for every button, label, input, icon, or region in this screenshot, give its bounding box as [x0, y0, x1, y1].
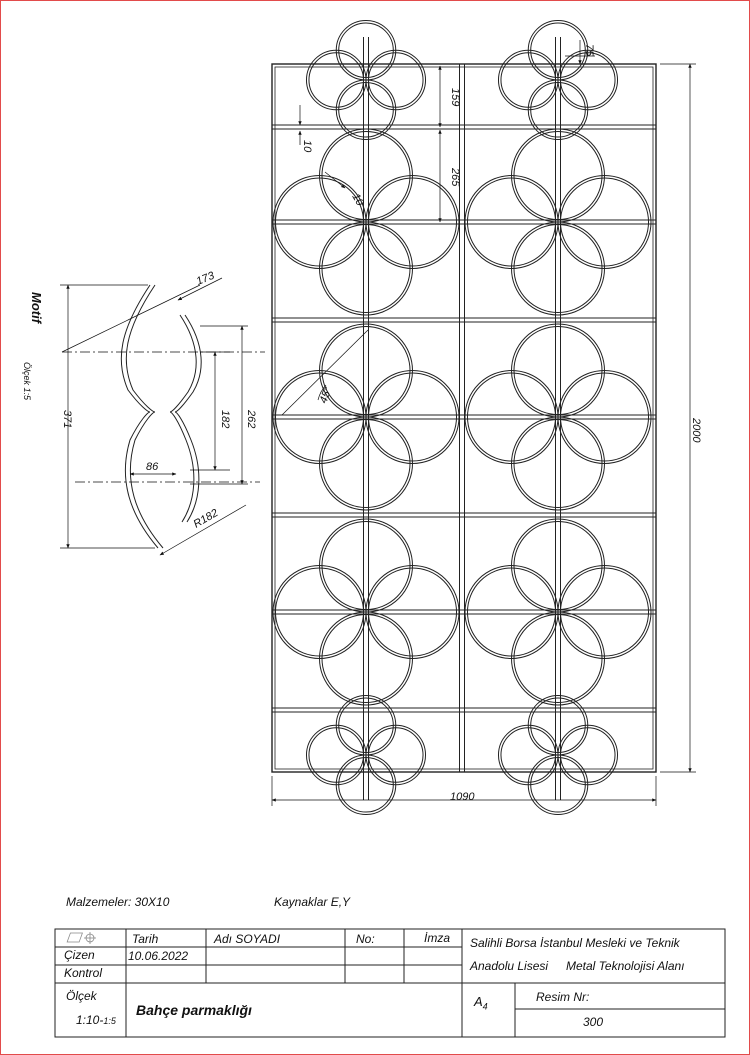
motif-arc — [320, 417, 413, 510]
motif-arc — [465, 371, 558, 464]
motif-arc — [467, 178, 555, 266]
motif-arc — [368, 178, 456, 266]
grille-frame — [272, 20, 656, 814]
paper-size-number: 4 — [482, 1001, 488, 1012]
grille-dimension-labels — [301, 44, 702, 803]
motif-arc — [366, 50, 426, 110]
motif-arc — [336, 20, 396, 80]
motif-arc — [366, 371, 459, 464]
motif-title: Motif — [29, 292, 44, 324]
motif-dimensions — [60, 278, 265, 555]
motif-arc — [336, 755, 396, 815]
materials-note: Malzemeler: 30X10 — [66, 895, 170, 909]
resim-label: Resim Nr: — [536, 990, 590, 1004]
motif-arc — [528, 695, 588, 755]
school-name-line2a: Anadolu Lisesi — [470, 959, 549, 973]
olcek-label: Ölçek — [66, 989, 97, 1003]
drawing-date: 10.06.2022 — [128, 949, 189, 963]
drawing-title: Bahçe parmaklığı — [136, 1002, 252, 1018]
motif-arc — [306, 50, 366, 110]
motif-arc — [512, 324, 605, 417]
motif-arc — [339, 23, 394, 78]
motif-arc — [514, 521, 602, 609]
grille-dimensions — [272, 40, 696, 806]
dim-262: 262 — [245, 410, 257, 429]
scale-main — [76, 1013, 116, 1027]
dim-75: 75 — [583, 44, 595, 57]
motif-arc — [531, 757, 586, 812]
motif-arc — [560, 373, 648, 461]
motif-arc — [309, 53, 364, 108]
motif-arc — [558, 725, 618, 785]
motif-arc — [306, 725, 366, 785]
motif-arc — [514, 131, 602, 219]
motif-arc — [275, 568, 363, 656]
motif-arc — [467, 373, 555, 461]
dim-159: 159 — [449, 88, 461, 107]
tarih-label: Tarih — [132, 932, 159, 946]
motif-arc — [336, 80, 396, 140]
motif-shape — [121, 285, 201, 548]
motif-arc — [322, 614, 410, 702]
dim-45: 45° — [317, 385, 335, 406]
motif-arc — [512, 612, 605, 705]
paper-size-letter: A — [474, 994, 483, 1009]
motif-arc — [558, 566, 651, 659]
school-name-line1: Salihli Borsa İstanbul Mesleki ve Teknik — [470, 936, 680, 950]
dim-265: 265 — [449, 168, 461, 187]
motif-arc — [498, 725, 558, 785]
motif-arc — [336, 695, 396, 755]
motif-arc — [558, 50, 618, 110]
motif-arc — [514, 224, 602, 312]
motif-arc — [368, 728, 423, 783]
projection-symbol — [67, 932, 96, 944]
motif-arc — [512, 222, 605, 315]
school-name-line2b: Metal Teknolojisi Alanı — [566, 959, 685, 973]
motif-arc — [514, 419, 602, 507]
kontrol-label: Kontrol — [64, 966, 103, 980]
motif-arc — [322, 326, 410, 414]
motif-arc — [528, 80, 588, 140]
motif-arc — [560, 728, 615, 783]
motif-arc — [558, 371, 651, 464]
dim-1090: 1090 — [450, 791, 475, 803]
motif-arc — [560, 53, 615, 108]
dim-371: 371 — [61, 410, 73, 429]
motif-arc — [528, 20, 588, 80]
motif-arc — [320, 222, 413, 315]
dim-182: 182 — [219, 410, 231, 429]
motif-arc — [366, 725, 426, 785]
motif-arc — [501, 728, 556, 783]
motif-arc — [309, 728, 364, 783]
motif-arc — [512, 519, 605, 612]
motif-arc — [320, 612, 413, 705]
motif-arc — [498, 50, 558, 110]
dim-173: 173 — [194, 269, 217, 288]
motif-arc — [273, 371, 366, 464]
motif-arc — [465, 566, 558, 659]
resim-number: 300 — [583, 1015, 604, 1029]
motif-arc — [512, 417, 605, 510]
motif-arc — [467, 568, 555, 656]
motif-arc — [366, 176, 459, 269]
motif-arc — [528, 755, 588, 815]
motif-arc — [322, 224, 410, 312]
motif-dimension-labels — [22, 269, 257, 530]
motif-arc — [273, 566, 366, 659]
no-label: No: — [356, 932, 375, 946]
motif-arc — [322, 419, 410, 507]
motif-arc — [560, 178, 648, 266]
cizen-label: Çizen — [64, 948, 95, 962]
motif-arc — [465, 176, 558, 269]
dim-86: 86 — [146, 461, 159, 473]
motif-arc — [275, 373, 363, 461]
motif-arc — [512, 129, 605, 222]
scale-sub-value: 1:5 — [103, 1016, 116, 1026]
motif-arc — [514, 614, 602, 702]
dim-r182: R182 — [191, 507, 221, 531]
motif-arc — [322, 521, 410, 609]
motif-arc — [320, 129, 413, 222]
motif-arc — [322, 131, 410, 219]
motif-arc — [368, 53, 423, 108]
motif-arc — [273, 176, 366, 269]
motif-arc — [366, 566, 459, 659]
adi-soyadi-label: Adı SOYADI — [214, 932, 281, 946]
dim-2000: 2000 — [690, 418, 702, 443]
motif-arc — [501, 53, 556, 108]
welds-note: Kaynaklar E,Y — [274, 895, 351, 909]
motif-arc — [514, 326, 602, 414]
imza-label: İmza — [424, 931, 451, 945]
scale-main-value: 1:10- — [76, 1013, 104, 1027]
motif-arc — [558, 176, 651, 269]
motif-arc — [368, 373, 456, 461]
dim-10a: 10 — [301, 140, 313, 153]
grille-arcs — [273, 20, 651, 814]
motif-scale: Ölçek 1:5 — [22, 362, 32, 401]
motif-arc — [339, 698, 394, 753]
motif-arc — [339, 757, 394, 812]
paper-size — [474, 994, 488, 1012]
dim-10b: 10 — [349, 191, 366, 209]
motif-arc — [368, 568, 456, 656]
motif-arc — [531, 698, 586, 753]
motif-arc — [317, 324, 413, 417]
motif-arc — [320, 519, 413, 612]
motif-arc — [531, 23, 586, 78]
motif-arc — [275, 178, 363, 266]
motif-arc — [560, 568, 648, 656]
